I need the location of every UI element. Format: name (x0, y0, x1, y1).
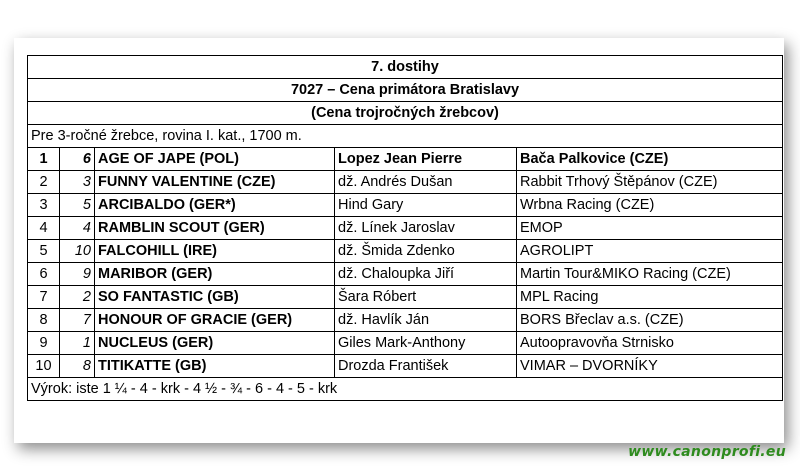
owner-cell: VIMAR – DVORNÍKY (517, 355, 783, 378)
table-row (28, 309, 783, 332)
start-number-cell: 6 (60, 148, 95, 171)
table-row (28, 148, 783, 171)
jockey-cell: dž. Andrés Dušan (335, 171, 517, 194)
owner-cell: BORS Břeclav a.s. (CZE) (517, 309, 783, 332)
owner-cell: Bača Palkovice (CZE) (517, 148, 783, 171)
owner-cell: Wrbna Racing (CZE) (517, 194, 783, 217)
jockey-cell: dž. Chaloupka Jiří (335, 263, 517, 286)
race-name: 7027 – Cena primátora Bratislavy (28, 79, 783, 102)
position-cell: 10 (28, 355, 60, 378)
jockey-cell: Hind Gary (335, 194, 517, 217)
position-cell: 5 (28, 240, 60, 263)
position-cell: 7 (28, 286, 60, 309)
position-cell: 3 (28, 194, 60, 217)
horse-cell: SO FANTASTIC (GB) (95, 286, 335, 309)
horse-cell: MARIBOR (GER) (95, 263, 335, 286)
horse-cell: NUCLEUS (GER) (95, 332, 335, 355)
horse-cell: ARCIBALDO (GER*) (95, 194, 335, 217)
start-number-cell: 9 (60, 263, 95, 286)
owner-cell: Martin Tour&MIKO Racing (CZE) (517, 263, 783, 286)
start-number-cell: 7 (60, 309, 95, 332)
jockey-cell: Šara Róbert (335, 286, 517, 309)
start-number-cell: 2 (60, 286, 95, 309)
horse-cell: TITIKATTE (GB) (95, 355, 335, 378)
conditions-row (28, 125, 783, 148)
owner-cell: AGROLIPT (517, 240, 783, 263)
position-cell: 8 (28, 309, 60, 332)
jockey-cell: Drozda František (335, 355, 517, 378)
jockey-cell: dž. Havlík Ján (335, 309, 517, 332)
table-row (28, 240, 783, 263)
race-conditions: Pre 3-ročné žrebce, rovina I. kat., 1700 m. (28, 125, 783, 148)
watermark-text: www.canonprofi.eu (628, 444, 786, 460)
race-subtitle: (Cena trojročných žrebcov) (28, 102, 783, 125)
result-note: Výrok: iste 1 ¼ - 4 - krk - 4 ½ - ¾ - 6 - 4 - 5 - krk (28, 378, 783, 401)
owner-cell: Autoopravovňa Strnisko (517, 332, 783, 355)
position-cell: 9 (28, 332, 60, 355)
race-number-title: 7. dostihy (28, 56, 783, 79)
start-number-cell: 5 (60, 194, 95, 217)
jockey-cell: dž. Línek Jaroslav (335, 217, 517, 240)
race-name-row (28, 79, 783, 102)
result-note-row (28, 378, 783, 401)
position-cell: 1 (28, 148, 60, 171)
start-number-cell: 3 (60, 171, 95, 194)
start-number-cell: 4 (60, 217, 95, 240)
owner-cell: Rabbit Trhový Štěpánov (CZE) (517, 171, 783, 194)
jockey-cell: Lopez Jean Pierre (335, 148, 517, 171)
position-cell: 2 (28, 171, 60, 194)
horse-cell: RAMBLIN SCOUT (GER) (95, 217, 335, 240)
table-row (28, 263, 783, 286)
horse-cell: FUNNY VALENTINE (CZE) (95, 171, 335, 194)
owner-cell: MPL Racing (517, 286, 783, 309)
start-number-cell: 8 (60, 355, 95, 378)
horse-cell: AGE OF JAPE (POL) (95, 148, 335, 171)
horse-cell: FALCOHILL (IRE) (95, 240, 335, 263)
start-number-cell: 1 (60, 332, 95, 355)
race-number-row (28, 56, 783, 79)
jockey-cell: Giles Mark-Anthony (335, 332, 517, 355)
table-row (28, 355, 783, 378)
owner-cell: EMOP (517, 217, 783, 240)
jockey-cell: dž. Šmida Zdenko (335, 240, 517, 263)
table-row (28, 286, 783, 309)
position-cell: 4 (28, 217, 60, 240)
table-row (28, 217, 783, 240)
table-row (28, 171, 783, 194)
results-table (27, 55, 783, 401)
position-cell: 6 (28, 263, 60, 286)
race-subtitle-row (28, 102, 783, 125)
horse-cell: HONOUR OF GRACIE (GER) (95, 309, 335, 332)
table-row (28, 332, 783, 355)
table-row (28, 194, 783, 217)
start-number-cell: 10 (60, 240, 95, 263)
